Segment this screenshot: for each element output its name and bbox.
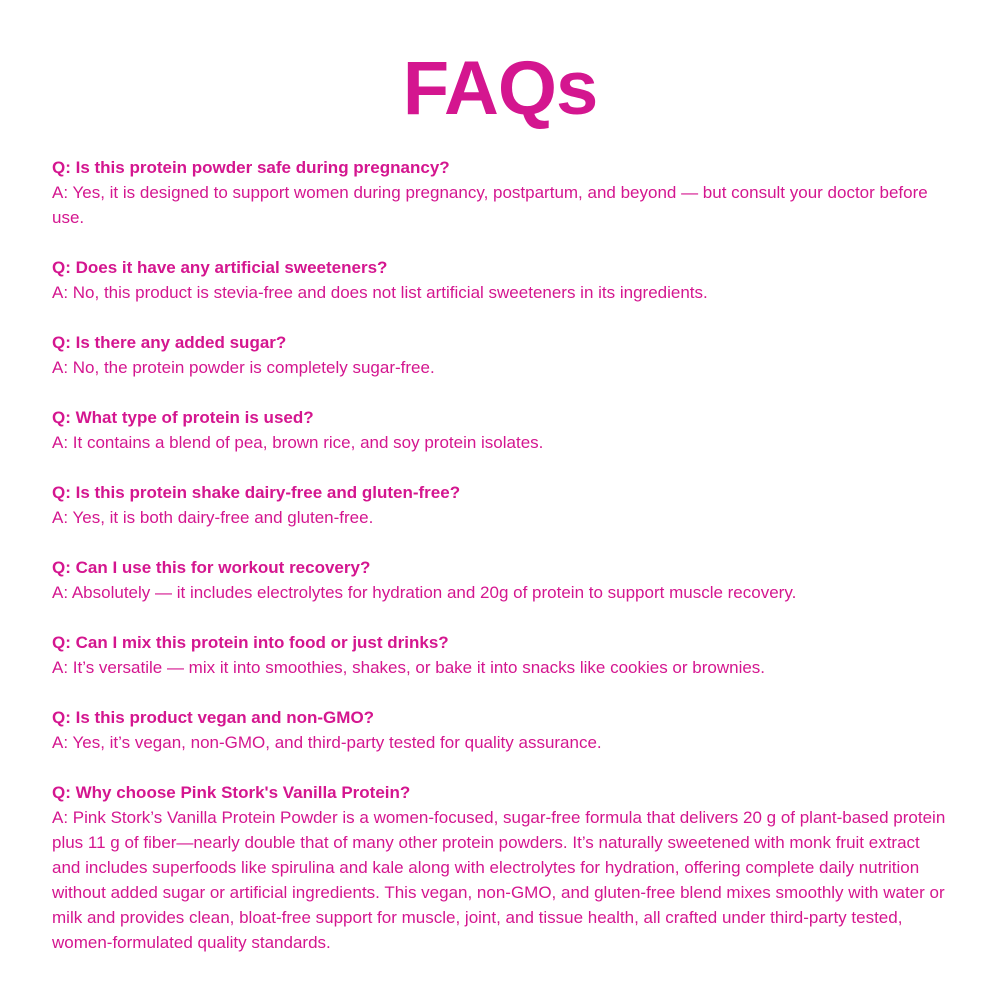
faq-answer: A: Yes, it’s vegan, non-GMO, and third-party tested for quality assurance. — [52, 733, 602, 752]
faq-answer: A: No, the protein powder is completely sugar-free. — [52, 358, 435, 377]
faq-question: Q: Is this product vegan and non-GMO? — [52, 708, 375, 727]
faq-question: Q: What type of protein is used? — [52, 408, 314, 427]
faq-answer: A: Absolutely — it includes electrolytes for hydration and 20g of protein to support muscle recovery. — [52, 583, 797, 602]
faq-item-workout-recovery — [52, 555, 948, 605]
faq-item-food-or-drinks — [52, 630, 948, 680]
faq-item-why-choose — [52, 780, 948, 955]
faq-item-artificial-sweeteners — [52, 255, 948, 305]
faq-item-added-sugar — [52, 330, 948, 380]
faq-question: Q: Why choose Pink Stork's Vanilla Protein? — [52, 783, 411, 802]
faq-question: Q: Can I use this for workout recovery? — [52, 558, 371, 577]
faq-answer: A: No, this product is stevia-free and does not list artificial sweeteners in its ingredients. — [52, 283, 708, 302]
faq-question: Q: Is there any added sugar? — [52, 333, 287, 352]
faq-item-dairy-gluten-free — [52, 480, 948, 530]
faq-question: Q: Can I mix this protein into food or just drinks? — [52, 633, 449, 652]
faq-question: Q: Is this protein shake dairy-free and gluten-free? — [52, 483, 461, 502]
faq-question: Q: Does it have any artificial sweeteners? — [52, 258, 388, 277]
faq-item-protein-type — [52, 405, 948, 455]
faq-answer: A: Yes, it is designed to support women during pregnancy, postpartum, and beyond — but consult your doctor before use. — [52, 183, 928, 227]
page-title: FAQs — [402, 46, 598, 131]
faq-answer: A: It’s versatile — mix it into smoothies, shakes, or bake it into snacks like cookies or brownies. — [52, 658, 766, 677]
faq-item-vegan-non-gmo — [52, 705, 948, 755]
faq-answer: A: Yes, it is both dairy-free and gluten-free. — [52, 508, 374, 527]
faq-item-safe-during-pregnancy — [52, 155, 948, 230]
faq-list — [52, 155, 948, 980]
faq-answer: A: Pink Stork’s Vanilla Protein Powder is a women-focused, sugar-free formula that delivers 20 g of plant-based protein plus 11 g of fiber—nearly double that of many other protein powders. It’s naturally sweetened with monk fruit extract and includes superfoods like spirulina and kale along with electrolytes for hydration, offering complete daily nutrition without added sugar or artificial ingredients. This vegan, non-GMO, and gluten-free blend mixes smoothly with water or milk and provides clean, bloat-free support for muscle, joint, and tissue health, all crafted under third-party tested, women-formulated quality standards. — [52, 808, 946, 952]
faq-question: Q: Is this protein powder safe during pregnancy? — [52, 158, 450, 177]
faq-answer: A: It contains a blend of pea, brown rice, and soy protein isolates. — [52, 433, 544, 452]
